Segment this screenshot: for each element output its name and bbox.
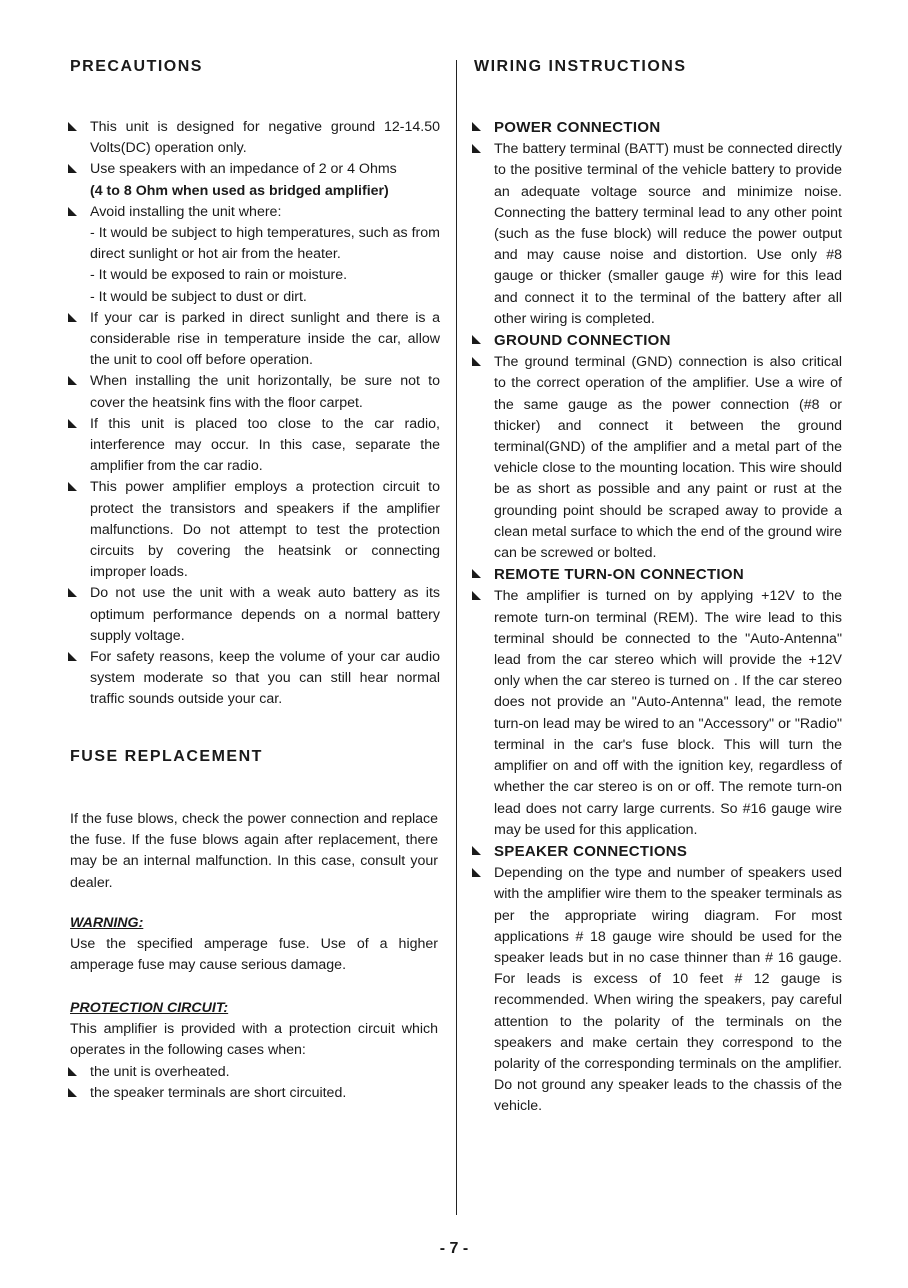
list-item: Use speakers with an impedance of 2 or 4 Ohms (4 to 8 Ohm when used as bridged amplifier) (70, 159, 440, 201)
sub-item: - It would be exposed to rain or moisture. (90, 267, 348, 284)
list-item: When installing the unit horizontally, be sure not to cover the heatsink fins with the floor carpet. (70, 371, 440, 413)
list-item: This unit is designed for negative ground 12-14.50 Volts(DC) operation only. (70, 117, 440, 159)
bridged-note: (4 to 8 Ohm when used as bridged amplifier) (90, 182, 389, 199)
list-item: Do not use the unit with a weak auto battery as its optimum performance depends on a normal battery supply voltage. (70, 583, 440, 647)
arrow-bullet-icon (68, 482, 77, 491)
sub-item: - It would be subject to high temperatures, such as from direct sunlight or hot air from the heater. (90, 225, 440, 263)
arrow-bullet-icon (472, 569, 481, 578)
arrow-bullet-icon (472, 868, 481, 877)
sub-item: - It would be subject to dust or dirt. (90, 288, 307, 305)
arrow-bullet-icon (68, 1088, 77, 1097)
protection-title: PROTECTION CIRCUIT: (70, 1000, 229, 1016)
precautions-list (70, 117, 440, 711)
protection-block (70, 998, 438, 1104)
warning-text: Use the specified amperage fuse. Use of a higher amperage fuse may cause serious damage. (70, 936, 438, 974)
warning-block (70, 913, 438, 977)
list-item: This power amplifier employs a protection circuit to protect the transistors and speakers if the amplifier malfunctions. Do not attempt to test the protection circuits by covering the heatsink or connecting improper loads. (70, 477, 440, 583)
column-divider (456, 60, 457, 1215)
arrow-bullet-icon (68, 164, 77, 173)
arrow-bullet-icon (68, 652, 77, 661)
list-item: the unit is overheated. (70, 1062, 438, 1083)
precautions-title: PRECAUTIONS (70, 58, 203, 75)
section-heading: POWER CONNECTION (474, 117, 842, 139)
list-item: The ground terminal (GND) connection is also critical to the correct operation of the amplifier. Use a wire of the same gauge as the power connection (#8 or thicker) and connect it between the ground terminal(GND) of the amplifier and a metal part of the vehicle close to the mounting location. This wire should be as short as possible and any paint or rust at the grounding point should be scraped away to provide a clean metal surface to which the end of the ground wire can be screwed or bolted. (474, 352, 842, 564)
fuse-title: FUSE REPLACEMENT (70, 748, 263, 765)
list-item: For safety reasons, keep the volume of your car audio system moderate so that you can still hear normal traffic sounds outside your car. (70, 647, 440, 711)
wiring-list (474, 117, 842, 1118)
list-item: the speaker terminals are short circuited. (70, 1083, 438, 1104)
protection-text: This amplifier is provided with a protection circuit which operates in the following cases when: (70, 1021, 438, 1059)
warning-title: WARNING: (70, 915, 144, 931)
page-number: - 7 - (439, 1240, 469, 1257)
arrow-bullet-icon (472, 357, 481, 366)
arrow-bullet-icon (68, 122, 77, 131)
section-heading: GROUND CONNECTION (474, 330, 842, 352)
list-item: Avoid installing the unit where: - It would be subject to high temperatures, such as from direct sunlight or hot air from the heater. - It would be exposed to rain or moisture. - It would be subject to dust or dirt. (70, 202, 440, 308)
arrow-bullet-icon (68, 419, 77, 428)
arrow-bullet-icon (68, 588, 77, 597)
arrow-bullet-icon (68, 313, 77, 322)
list-item: If your car is parked in direct sunlight and there is a considerable rise in temperature inside the car, allow the unit to cool off before operation. (70, 308, 440, 372)
arrow-bullet-icon (472, 846, 481, 855)
fuse-text: If the fuse blows, check the power connection and replace the fuse. If the fuse blows again after replacement, there may be an internal malfunction. In this case, consult your dealer. (70, 811, 438, 891)
wiring-title: WIRING INSTRUCTIONS (474, 58, 687, 75)
list-item: The battery terminal (BATT) must be connected directly to the positive terminal of the vehicle battery to provide an adequate voltage source and minimize noise. Connecting the battery terminal lead to any other point (such as the fuse block) will reduce the power output and may cause noise and distortion. Use only #8 gauge or thicker (smaller gauge #) wire for this lead and connect it to the terminal of the battery after all other wiring is completed. (474, 139, 842, 330)
list-item: Depending on the type and number of speakers used with the amplifier wire them to the speaker terminals as per the appropriate wiring diagram. For most applications # 18 gauge wire should be used for the speaker leads but in no case thinner than # 16 gauge. For leads is excess of 10 feet # 12 gauge is recommended. When wiring the speakers, pay careful attention to the polarity of the terminals on the speakers and make certain they correspond to the polarity of the corresponding terminals on the amplifier. Do not ground any speaker leads to the chassis of the vehicle. (474, 863, 842, 1117)
arrow-bullet-icon (68, 207, 77, 216)
arrow-bullet-icon (472, 144, 481, 153)
arrow-bullet-icon (68, 1067, 77, 1076)
arrow-bullet-icon (472, 122, 481, 131)
arrow-bullet-icon (68, 376, 77, 385)
section-heading: SPEAKER CONNECTIONS (474, 841, 842, 863)
arrow-bullet-icon (472, 335, 481, 344)
list-item: The amplifier is turned on by applying +12V to the remote turn-on terminal (REM). The wire lead to this terminal should be connected to the "Auto-Antenna" lead from the car stereo which will provide the +12V only when the car stereo is turned on . If the car stereo does not provide an "Auto-Antenna" lead, the remote turn-on lead may be wired to an "Accessory" or "Radio" terminal in the car's fuse block. This will turn the amplifier on and off with the ignition key, regardless of whether the car stereo is on or off. The remote turn-on lead does not carry large currents. So #16 gauge wire may be used for this application. (474, 586, 842, 840)
arrow-bullet-icon (472, 591, 481, 600)
section-heading: REMOTE TURN-ON CONNECTION (474, 564, 842, 586)
list-item: If this unit is placed too close to the car radio, interference may occur. In this case, separate the amplifier from the car radio. (70, 414, 440, 478)
